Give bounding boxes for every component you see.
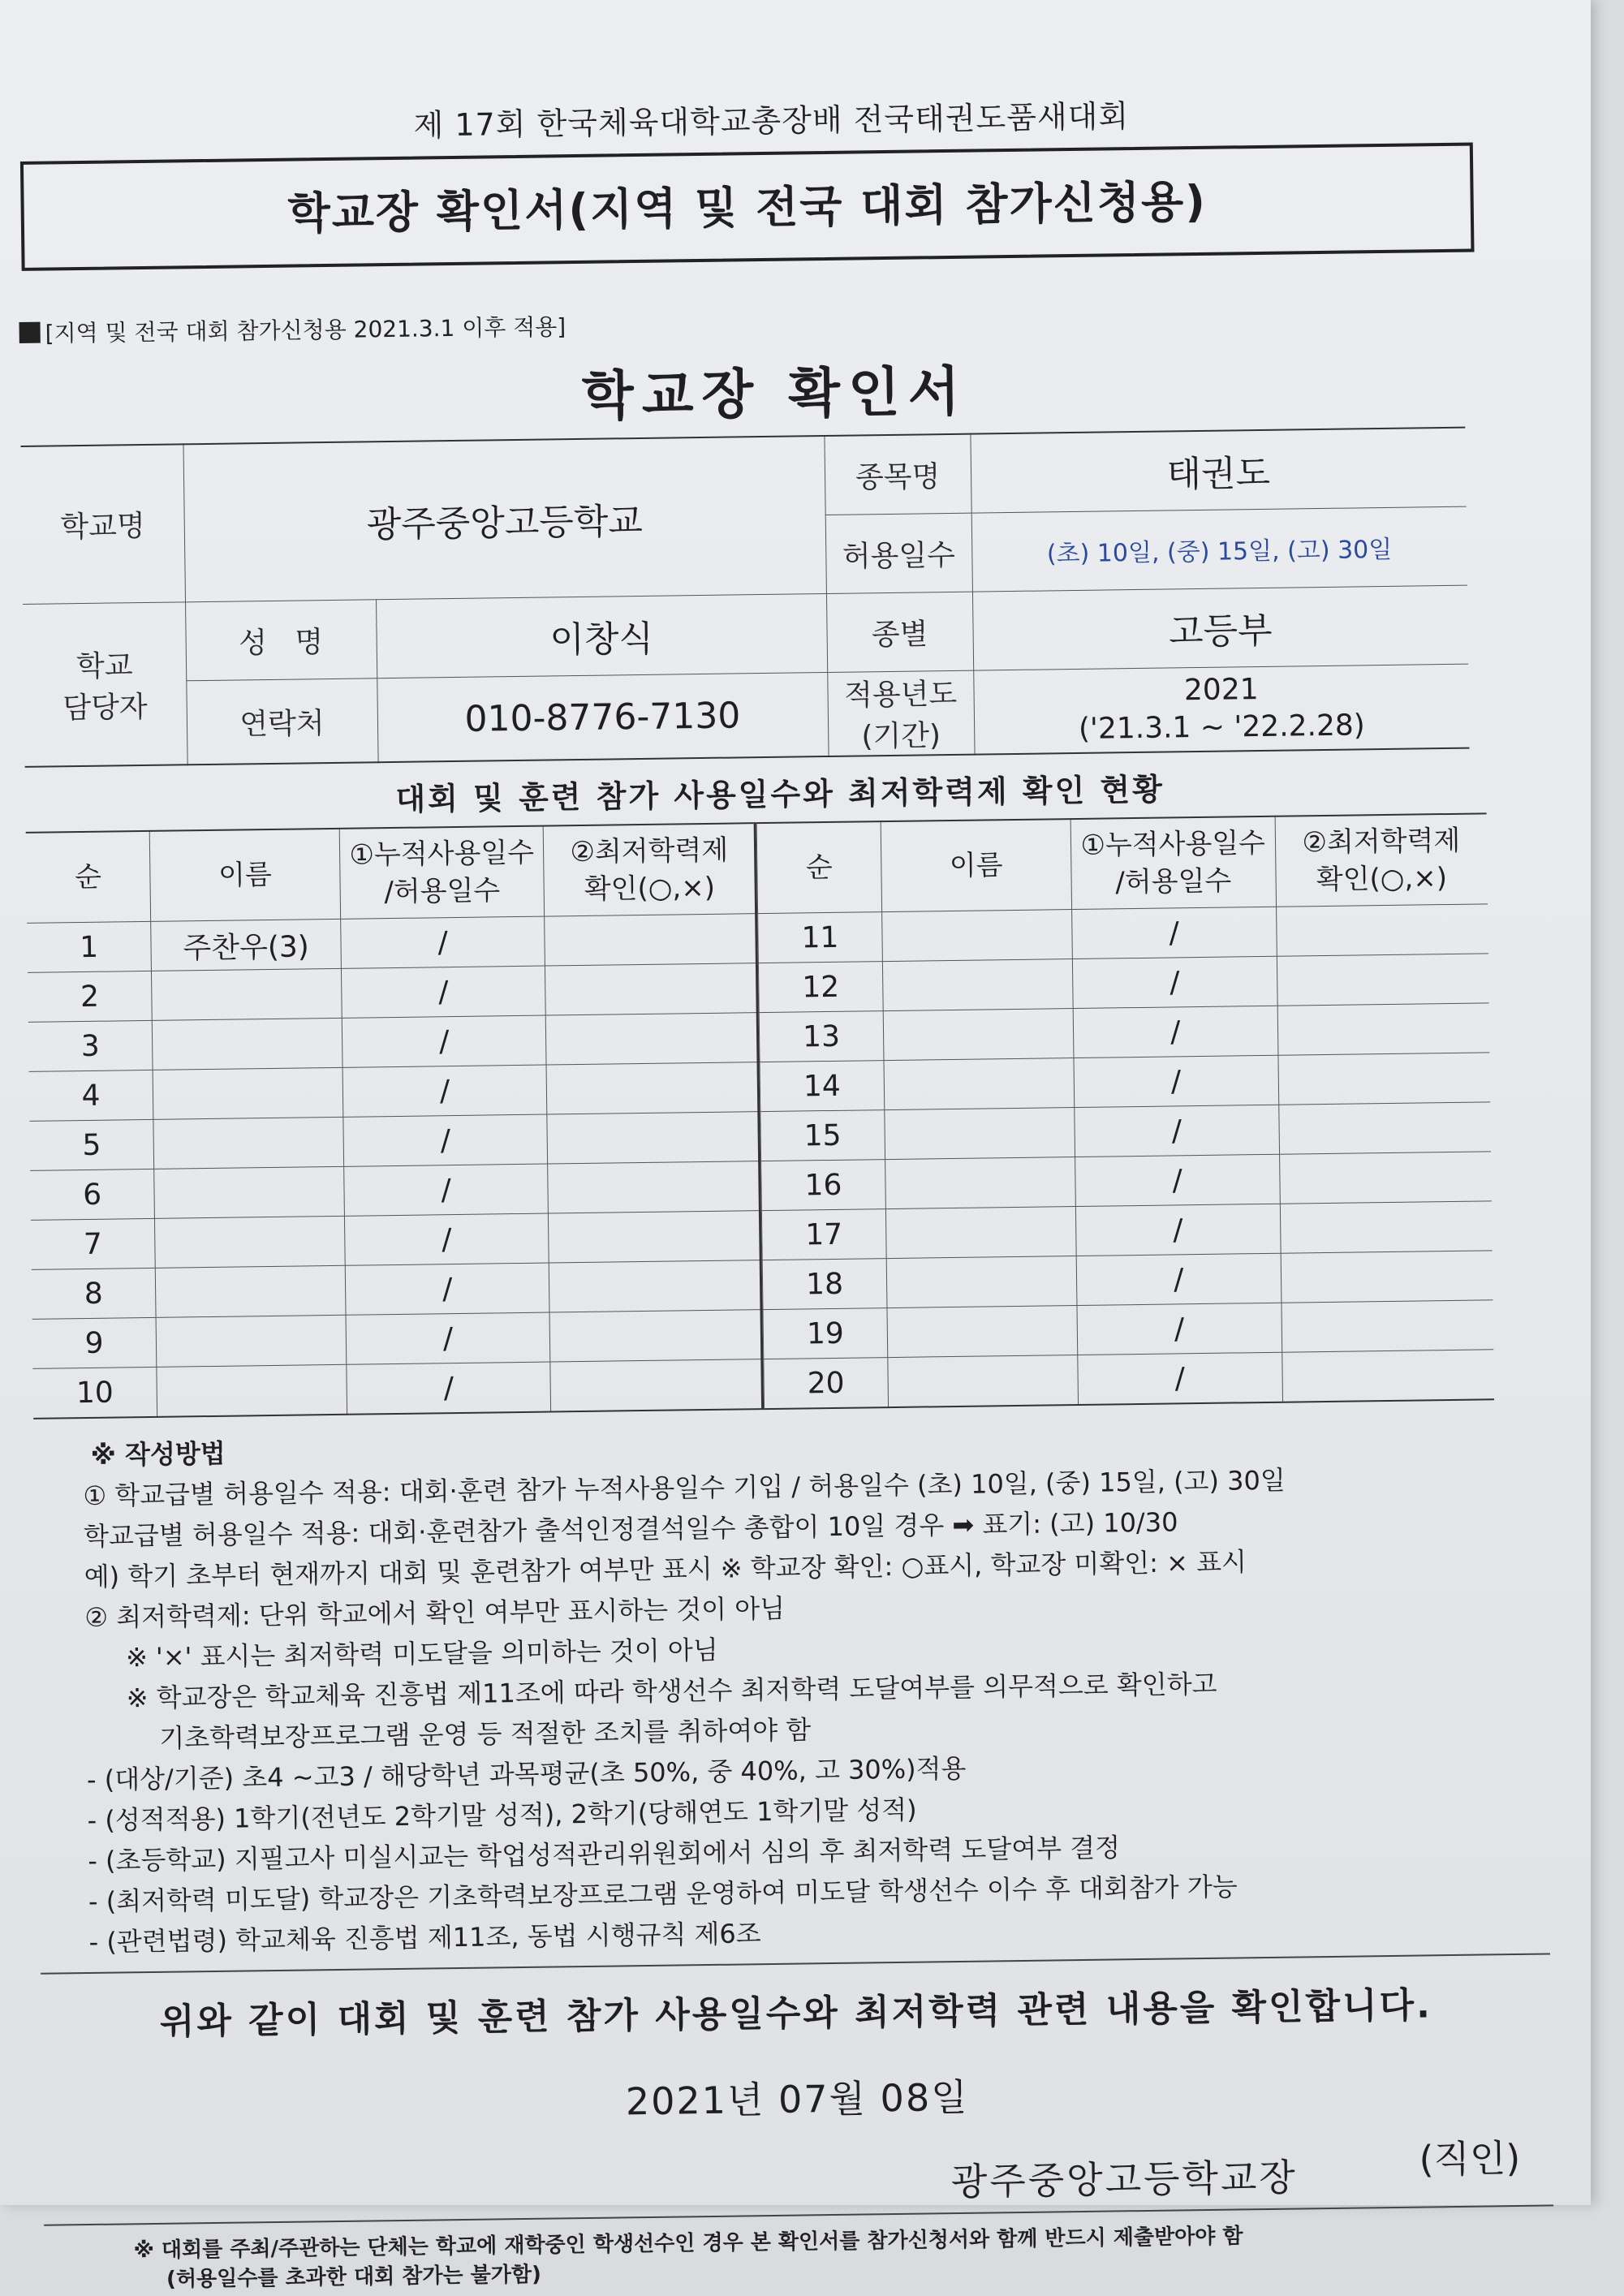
participation-table-left: [26, 822, 764, 1419]
cell-name: [155, 1216, 345, 1268]
event-title: 제 17회 한국체육대학교총장배 전국태권도품새대회: [413, 98, 1130, 144]
signer-block: [43, 2128, 1553, 2225]
cell-check: [545, 914, 756, 966]
cell-days: /: [1072, 956, 1277, 1008]
cell-name: [156, 1315, 346, 1367]
form-sheet: [16, 86, 1554, 2296]
division-value: 고등부: [972, 585, 1468, 670]
header-check-1: ②최저학력제: [1302, 824, 1461, 859]
cell-days: /: [1078, 1352, 1283, 1405]
header-check: [544, 823, 756, 916]
cell-no: 12: [758, 962, 883, 1013]
guide-line-10: - (성적적용) 1학기(전년도 2학기말 성적), 2학기(당해연도 1학기말 성적): [87, 1794, 917, 1837]
year-label-1: 적용년도: [843, 677, 958, 713]
cell-days: /: [1075, 1204, 1281, 1256]
header-name: 이름: [881, 819, 1071, 912]
header-days-2: /허용일수: [1115, 864, 1232, 899]
notice-text: [지역 및 전국 대회 참가신청용 2021.3.1 이후 적용]: [45, 313, 566, 347]
cell-days: /: [343, 1114, 548, 1166]
participation-tables: [26, 812, 1494, 1419]
cell-name: [883, 1009, 1074, 1061]
document-title: 학교장 확인서(지역 및 전국 대회 참가신청용): [20, 143, 1475, 271]
header-check: [1275, 813, 1488, 907]
header-no: 순: [26, 831, 151, 923]
cell-check: [550, 1359, 762, 1412]
cell-check: [1280, 1201, 1493, 1253]
guide-line-2: 학교급별 허용일수 적용: 대회·훈련참가 출석인정결석일수 총합이 10일 경우 ➡ 표기: (고) 10/30: [83, 1506, 1178, 1553]
guide-line-5: ※ '×' 표시는 최저학력 미도달을 의미하는 것이 아님: [125, 1634, 718, 1674]
header-days: [1070, 816, 1276, 910]
cell-days: /: [345, 1263, 549, 1315]
cell-check: [1279, 1152, 1492, 1204]
year-value: 2021: [1183, 673, 1259, 708]
cell-name: 주찬우(3): [151, 919, 341, 971]
period-value: ('21.3.1 ~ '22.2.28): [1078, 709, 1366, 746]
cell-no: 4: [29, 1070, 154, 1121]
cell-name: [157, 1364, 347, 1417]
header-no: 순: [756, 821, 881, 913]
guide-heading: ※ 작성방법: [90, 1437, 226, 1471]
cell-no: 18: [762, 1259, 887, 1310]
cell-no: 8: [32, 1268, 157, 1319]
contact-label: 연락처: [186, 678, 377, 765]
contact-value: 010-8776-7130: [377, 672, 828, 762]
cell-check: [545, 963, 757, 1015]
cell-name: [153, 1018, 342, 1070]
manager-label-2: 담당자: [62, 690, 148, 725]
official-seal-label: (직인): [1419, 2135, 1521, 2182]
cell-name: [888, 1355, 1079, 1408]
cell-name: [153, 1067, 342, 1119]
cell-days: /: [1077, 1303, 1282, 1355]
cell-name: [886, 1256, 1077, 1308]
cell-check: [548, 1161, 760, 1213]
guide-line-11: - (초등학교) 지필고사 미실시교는 학업성적관리위원회에서 심의 후 최저학력 도달여부 결정: [88, 1832, 1121, 1877]
table-header-row: [756, 813, 1488, 913]
cell-days: /: [347, 1362, 551, 1415]
cell-check: [1282, 1350, 1494, 1402]
cell-name: [155, 1265, 345, 1317]
cell-no: 14: [760, 1061, 885, 1112]
manager-label-1: 학교: [75, 648, 133, 683]
cell-check: [549, 1310, 761, 1362]
guide-line-8: 기초학력보장프로그램 운영 등 적절한 조치를 취하여야 함: [159, 1714, 812, 1754]
cell-days: /: [1071, 907, 1277, 958]
cell-no: 7: [31, 1218, 156, 1269]
cell-check: [546, 1062, 758, 1114]
header-name: 이름: [149, 829, 340, 922]
cell-check: [1278, 1102, 1491, 1154]
cell-check: [1277, 954, 1489, 1006]
cell-check: [1277, 1003, 1490, 1055]
writing-guide: [33, 1416, 1549, 1963]
cell-days: /: [343, 1164, 548, 1216]
guide-line-12: - (최저학력 미도달) 학교장은 기초학력보장프로그램 운영하여 미도달 학생선수 이수 후 대회참가 가능: [88, 1871, 1238, 1918]
cell-days: /: [1073, 1006, 1278, 1058]
table-row: [32, 1359, 762, 1419]
guide-line-3: 예) 학기 초부터 현재까지 대회 및 훈련참가 여부만 표시 ※ 학교장 확인: ○표시, 학교장 미확인: × 표시: [84, 1546, 1247, 1593]
cell-name: [884, 1058, 1075, 1110]
year-label: [827, 670, 974, 756]
cell-no: 10: [32, 1367, 157, 1418]
footnote-line-2: (허용일수를 초과한 대회 참가는 불가함): [166, 2262, 542, 2292]
cell-name: [882, 910, 1073, 962]
guide-line-4: ② 최저학력제: 단위 학교에서 확인 여부만 표시하는 것이 아님: [84, 1592, 786, 1634]
header-check-2: 확인(○,×): [584, 871, 716, 906]
header-days-2: /허용일수: [384, 874, 501, 909]
cell-days: /: [1075, 1154, 1280, 1206]
name-label: 성 명: [185, 600, 377, 681]
cell-no: 17: [761, 1209, 886, 1260]
cell-check: [1281, 1251, 1493, 1303]
cell-no: 15: [760, 1110, 885, 1161]
header-days: [339, 826, 545, 920]
cell-days: /: [1074, 1055, 1279, 1107]
cell-no: 20: [764, 1358, 889, 1409]
cell-days: /: [346, 1312, 550, 1364]
school-label: 학교명: [20, 444, 185, 604]
cell-no: 5: [29, 1119, 154, 1170]
cell-name: [154, 1166, 344, 1218]
info-row: [24, 664, 1469, 767]
cell-check: [1276, 904, 1488, 956]
allowed-value: (초) 10일, (중) 15일, (고) 30일: [971, 506, 1467, 592]
section-title: 대회 및 훈련 참가 사용일수와 최저학력제 확인 현황: [395, 771, 1165, 817]
header-check-2: 확인(○,×): [1316, 862, 1448, 897]
cell-name: [885, 1157, 1075, 1209]
info-table: [20, 427, 1469, 768]
cell-check: [1278, 1053, 1491, 1105]
division-label: 종별: [826, 592, 973, 672]
guide-line-1: ① 학교급별 허용일수 적용: 대회·훈련 참가 누적사용일수 기입 / 허용일수 (초) 10일, (중) 15일, (고) 30일: [83, 1464, 1286, 1512]
cell-no: 1: [27, 921, 152, 972]
cell-check: [546, 1013, 758, 1065]
guide-line-9: - (대상/기준) 초4 ~고3 / 해당학년 과목평균(초 50%, 중 40%, 고 30%)적용: [86, 1752, 967, 1796]
cell-name: [885, 1207, 1076, 1259]
cell-no: 3: [28, 1020, 153, 1071]
cell-no: 2: [28, 971, 153, 1022]
guide-line-13: - (관련법령) 학교체육 진흥법 제11조, 동법 시행규칙 제6조: [88, 1918, 761, 1958]
table-row: [764, 1350, 1494, 1409]
cell-no: 11: [758, 912, 883, 963]
cell-days: /: [341, 966, 545, 1018]
header-days-1: ①누적사용일수: [349, 836, 535, 872]
cell-no: 9: [32, 1317, 157, 1368]
cell-days: /: [342, 1065, 547, 1117]
cell-days: /: [340, 916, 545, 968]
cell-name: [152, 968, 342, 1020]
cell-no: 13: [759, 1011, 884, 1062]
cell-check: [547, 1112, 759, 1164]
signer-name: 광주중앙고등학교장: [950, 2155, 1299, 2204]
allowed-label: 허용일수: [825, 513, 972, 593]
notice-line: [19, 297, 1528, 349]
sport-label: 종목명: [824, 434, 971, 515]
footnote-line-1: ※ 대회를 주최/주관하는 단체는 학교에 재학중인 학생선수인 경우 본 확인서를 참가신청서와 함께 반드시 제출받아야 함: [133, 2224, 1243, 2264]
main-title: 학교장 확인서: [581, 360, 968, 428]
school-value: 광주중앙고등학교: [183, 436, 825, 602]
cell-check: [1282, 1300, 1494, 1352]
cell-check: [549, 1260, 761, 1312]
manager-label: [23, 602, 187, 767]
header-check-1: ②최저학력제: [570, 834, 729, 869]
footnote: [44, 2217, 1554, 2295]
cell-no: 6: [30, 1169, 155, 1220]
cell-check: [549, 1211, 760, 1263]
square-bullet-icon: [19, 322, 40, 343]
guide-line-6: ※ 학교장은 학교체육 진흥법 제11조에 따라 학생선수 최저학력 도달여부를 의무적으로 확인하고: [126, 1668, 1217, 1714]
cell-name: [885, 1108, 1075, 1160]
cell-name: [882, 959, 1073, 1011]
cell-name: [887, 1306, 1078, 1358]
cell-no: 16: [761, 1160, 886, 1211]
year-value-cell: [973, 664, 1469, 754]
confirmation-statement: 위와 같이 대회 및 훈련 참가 사용일수와 최저학력 관련 내용을 확인합니다.: [41, 1953, 1551, 2045]
name-value: 이창식: [376, 593, 827, 678]
cell-days: /: [1075, 1105, 1280, 1157]
year-label-2: (기간): [861, 719, 941, 754]
sport-value: 태권도: [970, 428, 1466, 513]
cell-days: /: [344, 1213, 549, 1265]
issue-date: 2021년 07월 08일: [625, 2074, 969, 2124]
table-header-row: [26, 823, 756, 923]
cell-name: [153, 1117, 343, 1169]
cell-days: /: [1076, 1253, 1282, 1305]
header-days-1: ①누적사용일수: [1080, 826, 1266, 862]
cell-days: /: [342, 1015, 546, 1067]
participation-table-right: [756, 812, 1494, 1410]
cell-no: 19: [763, 1308, 888, 1359]
